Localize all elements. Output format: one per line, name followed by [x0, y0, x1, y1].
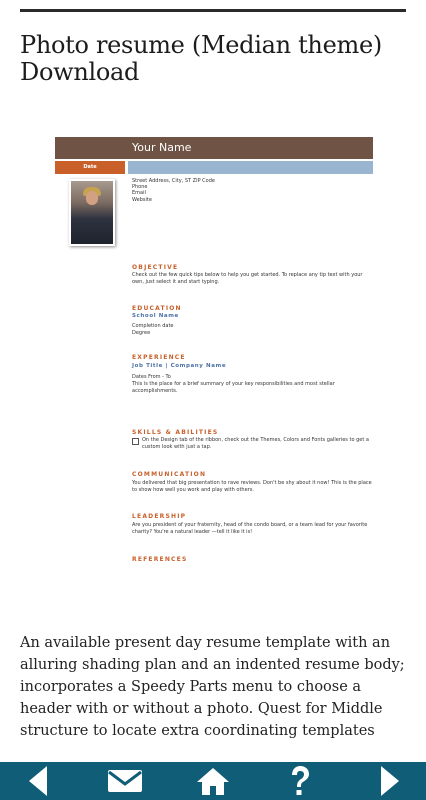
references-heading: REFERENCES	[132, 556, 188, 563]
leadership-heading: LEADERSHIP	[132, 513, 187, 520]
back-button[interactable]	[18, 762, 58, 800]
resume-name: Your Name	[132, 141, 192, 154]
communication-heading: COMMUNICATION	[132, 471, 207, 478]
forward-icon	[379, 765, 401, 797]
experience-dates: Dates From - To	[132, 374, 171, 380]
experience-heading: EXPERIENCE	[132, 354, 186, 361]
leadership-text: Are you president of your fraternity, head of the condo board, or a team lead for your favorite charity? You're a natural leader —tell it like it is!	[132, 522, 368, 535]
experience-job: Job Title | Company Name	[132, 363, 227, 369]
mail-icon	[107, 768, 143, 794]
resume-photo	[69, 179, 115, 246]
objective-heading: OBJECTIVE	[132, 264, 179, 271]
objective-text: Check out the few quick tips below to help you get started. To replace any tip text with your own, just select it and start typing.	[132, 272, 363, 285]
resume-phone: Phone	[132, 184, 148, 191]
home-button[interactable]	[188, 762, 238, 800]
education-completion: Completion date	[132, 323, 174, 329]
skills-heading: SKILLS & ABILITIES	[132, 429, 219, 436]
education-heading: EDUCATION	[132, 305, 182, 312]
resume-website: Website	[132, 196, 152, 203]
resume-name-bar	[55, 137, 373, 159]
communication-text: You delivered that big presentation to rave reviews. Don't be shy about it now! This is the place to show how well you work and play with others.	[132, 480, 372, 493]
education-degree: Degree	[132, 330, 151, 336]
forward-button[interactable]	[370, 762, 410, 800]
skills-item: On the Design tab of the ribbon, check out the Themes, Colors and Fonts galleries to get a custom look with just a tap.	[142, 437, 369, 450]
home-icon	[195, 766, 231, 796]
mail-button[interactable]	[100, 762, 150, 800]
resume-accent-bar	[128, 161, 373, 174]
experience-summary: This is the place for a brief summary of your key responsibilities and most stellar accomplishments.	[132, 381, 335, 394]
resume-date-label: Date	[83, 164, 97, 170]
skills-checkbox	[132, 438, 139, 445]
template-description: An available present day resume template with an alluring shading plan and an indented resume body; incorporates a Speedy Parts menu to choose a header with or without a photo. Quest for Middle structure to locate extra coordinating templates	[20, 635, 405, 739]
help-icon	[287, 765, 313, 797]
page-title: Photo resume (Median theme) Download	[20, 31, 382, 86]
help-button[interactable]	[278, 762, 322, 800]
bottom-navigation-bar	[0, 762, 426, 800]
back-icon	[27, 765, 49, 797]
resume-address: Street Address, City, ST ZIP Code	[132, 178, 215, 184]
resume-contact-block	[132, 178, 215, 203]
top-divider	[20, 9, 406, 12]
resume-email: Email	[132, 190, 146, 197]
resume-preview-image	[55, 137, 373, 577]
education-school: School Name	[132, 313, 179, 319]
